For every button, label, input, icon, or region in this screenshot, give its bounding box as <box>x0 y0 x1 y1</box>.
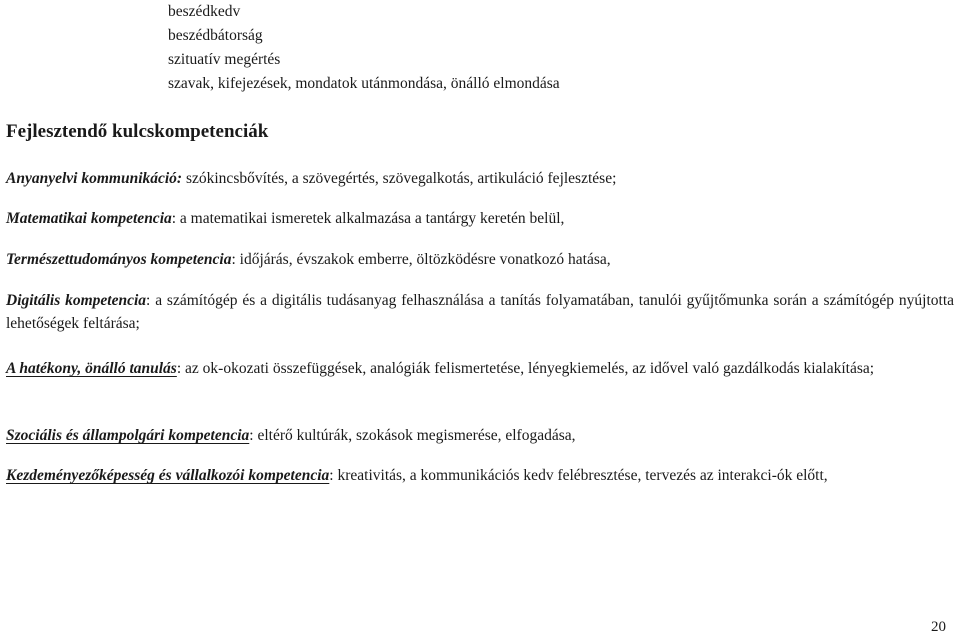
competency-digitalis <box>6 289 954 335</box>
competency-term: Digitális kompetencia <box>6 292 147 309</box>
competency-term: Matematikai kompetencia <box>6 210 172 227</box>
list-item: beszédbátorság <box>168 27 263 44</box>
list-item: szituatív megértés <box>168 51 281 68</box>
competency-text: : kreativitás, a kommunikációs kedv felébresztése, tervezés az interakci-ók előtt, <box>329 467 828 484</box>
list-item: szavak, kifejezések, mondatok utánmondása, önálló elmondása <box>168 75 560 92</box>
competency-text: : az ok-okozati összefüggések, analógiák felismertetése, lényegkiemelés, az idővel való gazdálkodás kialakítása; <box>176 360 875 377</box>
competency-term: Kezdeményezőképesség és vállalkozói kompetencia <box>6 467 330 484</box>
competency-matematikai <box>6 207 954 230</box>
bullet-list <box>168 0 560 96</box>
list-item: beszédkedv <box>168 3 241 20</box>
competency-termeszettudomanyos <box>6 248 954 271</box>
competency-text: : eltérő kultúrák, szokások megismerése, elfogadása, <box>249 427 576 444</box>
competency-anyanyelvi <box>6 167 954 190</box>
section-heading: Fejlesztendő kulcskompetenciák <box>6 121 269 142</box>
competency-term: Anyanyelvi kommunikáció: <box>6 170 183 187</box>
page-number: 20 <box>931 619 946 635</box>
competency-text: : a számítógép és a digitális tudásanyag felhasználása a tanítás folyamatában, tanulói gyűjtőmunka során a számítógép nyújtotta lehetőségek feltárása; <box>6 292 955 332</box>
competency-szocialis <box>6 424 954 447</box>
competency-text: : időjárás, évszakok emberre, öltözködésre vonatkozó hatása, <box>231 251 611 268</box>
competency-kezdemenyezo <box>6 464 954 487</box>
competency-hatekony-tanulas <box>6 357 954 380</box>
competency-term: Szociális és állampolgári kompetencia <box>6 427 250 444</box>
competency-term: Természettudományos kompetencia <box>6 251 232 268</box>
competency-text: szókincsbővítés, a szövegértés, szövegalkotás, artikuláció fejlesztése; <box>182 170 617 187</box>
competency-text: : a matematikai ismeretek alkalmazása a tantárgy keretén belül, <box>171 210 565 227</box>
competency-term: A hatékony, önálló tanulás <box>6 360 177 377</box>
